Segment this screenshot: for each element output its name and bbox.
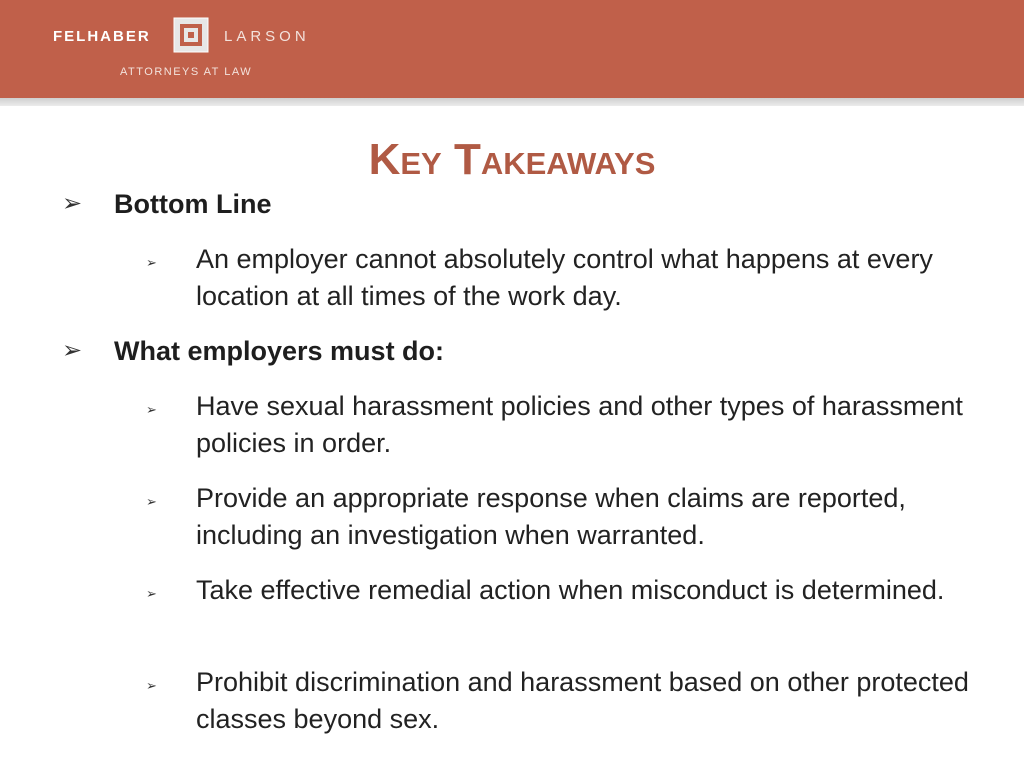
sub-bullet-arrow-icon: ➢ (146, 494, 157, 509)
sub-bullet-arrow-icon: ➢ (146, 678, 157, 693)
section-heading: Bottom Line (114, 189, 272, 219)
list-item: Prohibit discrimination and harassment based on other protected classes beyond sex. (196, 667, 969, 734)
header-bar (0, 0, 1024, 98)
section-heading: What employers must do: (114, 336, 445, 366)
brand-left: FELHABER (53, 28, 151, 45)
list-item: Have sexual harassment policies and other types of harassment policies in order. (196, 391, 963, 458)
list-item: An employer cannot absolutely control what happens at every location at all times of the work day. (196, 244, 933, 311)
sub-bullet-arrow-icon: ➢ (146, 402, 157, 417)
sub-bullet-arrow-icon: ➢ (146, 255, 157, 270)
sub-bullet-arrow-icon: ➢ (146, 586, 157, 601)
list-item: Provide an appropriate response when claims are reported, including an investigation when warranted. (196, 483, 906, 550)
header-stripe (0, 98, 1024, 106)
bullet-arrow-icon: ➢ (62, 190, 83, 217)
bullet-arrow-icon: ➢ (62, 337, 83, 364)
slide-title: Key Takeaways (368, 135, 656, 184)
logo-icon (173, 17, 209, 53)
brand-tagline: ATTORNEYS AT LAW (120, 66, 253, 78)
list-item: Take effective remedial action when misconduct is determined. (196, 575, 945, 605)
brand-right: LARSON (224, 28, 310, 45)
